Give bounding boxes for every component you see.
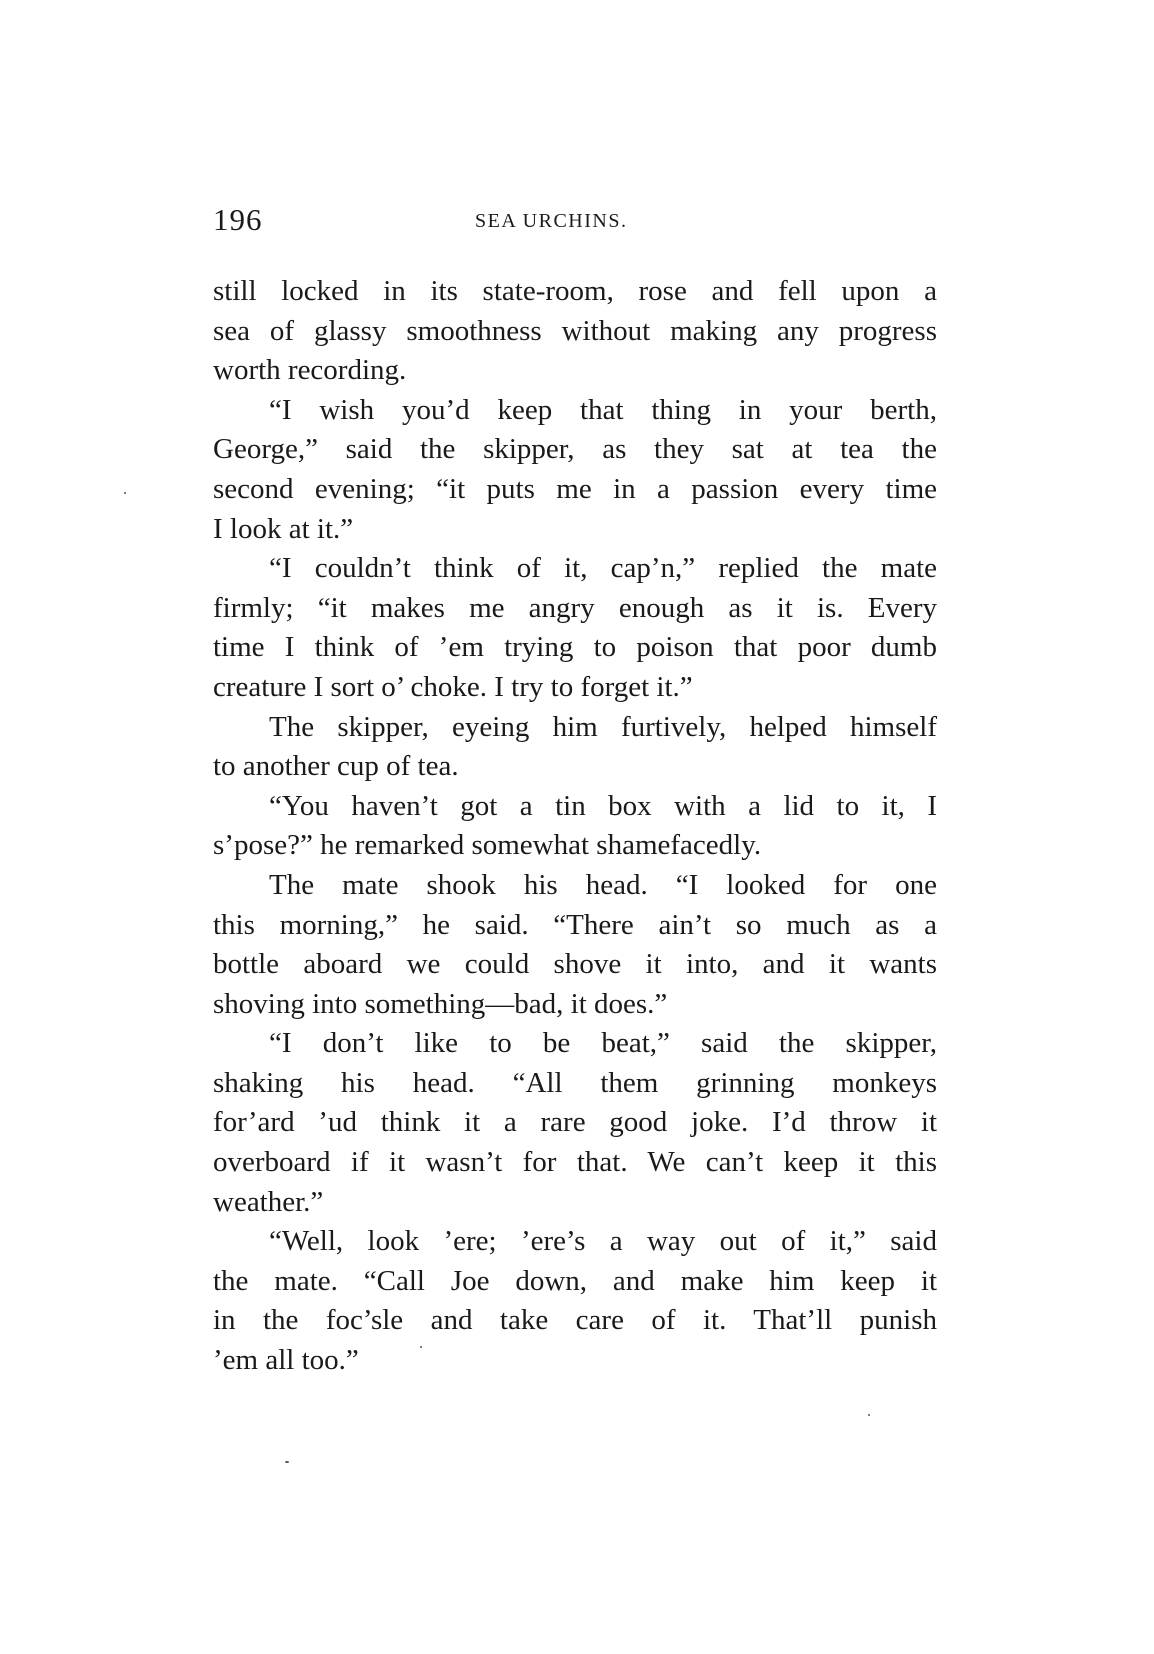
text-line: creature I sort o’ choke. I try to forget it.” — [213, 670, 693, 703]
text-line: this morning,” he said. “There ain’t so much as a — [213, 908, 937, 941]
scan-speck — [124, 492, 126, 494]
text-line: second evening; “it puts me in a passion every time — [213, 472, 937, 505]
text-line: bottle aboard we could shove it into, and it wants — [213, 948, 937, 981]
body-text — [213, 272, 937, 1381]
text-line: “Well, look ’ere; ’ere’s a way out of it,” said — [269, 1225, 937, 1258]
text-line: worth recording. — [213, 354, 407, 387]
text-line: firmly; “it makes me angry enough as it is. Every — [213, 591, 937, 624]
text-line: I look at it.” — [213, 512, 354, 545]
scan-speck — [868, 1414, 870, 1416]
text-line: sea of glassy smoothness without making any progress — [213, 314, 937, 347]
text-line: The skipper, eyeing him furtively, helped himself — [269, 710, 937, 743]
text-line: in the foc’sle and take care of it. That’ll punish — [213, 1304, 937, 1337]
text-line: for’ard ’ud think it a rare good joke. I’d throw it — [213, 1106, 937, 1139]
text-line: “I don’t like to be beat,” said the skipper, — [269, 1027, 937, 1060]
text-line: s’pose?” he remarked somewhat shamefacedly. — [213, 829, 762, 862]
text-line: weather.” — [213, 1185, 324, 1218]
running-title: SEA URCHINS. — [475, 210, 628, 232]
text-line: still locked in its state-room, rose and fell upon a — [213, 275, 937, 307]
text-line: shaking his head. “All them grinning monkeys — [213, 1066, 937, 1099]
page-number: 196 — [213, 202, 263, 237]
text-line: shoving into something—bad, it does.” — [213, 987, 668, 1020]
text-line: the mate. “Call Joe down, and make him keep it — [213, 1264, 937, 1297]
text-line: “You haven’t got a tin box with a lid to it, I — [269, 789, 937, 822]
scan-speck — [285, 1461, 289, 1463]
text-line: “I wish you’d keep that thing in your berth, — [269, 393, 937, 426]
text-line: George,” said the skipper, as they sat at tea the — [213, 433, 937, 466]
text-line: ’em all too.” — [213, 1344, 359, 1377]
text-line: time I think of ’em trying to poison that poor dumb — [213, 631, 937, 664]
scan-speck — [420, 1346, 422, 1348]
running-head — [213, 202, 937, 242]
text-line: overboard if it wasn’t for that. We can’t keep it this — [213, 1146, 937, 1179]
text-line: to another cup of tea. — [213, 750, 459, 783]
text-line: The mate shook his head. “I looked for one — [269, 868, 937, 901]
text-line: “I couldn’t think of it, cap’n,” replied the mate — [269, 552, 937, 585]
